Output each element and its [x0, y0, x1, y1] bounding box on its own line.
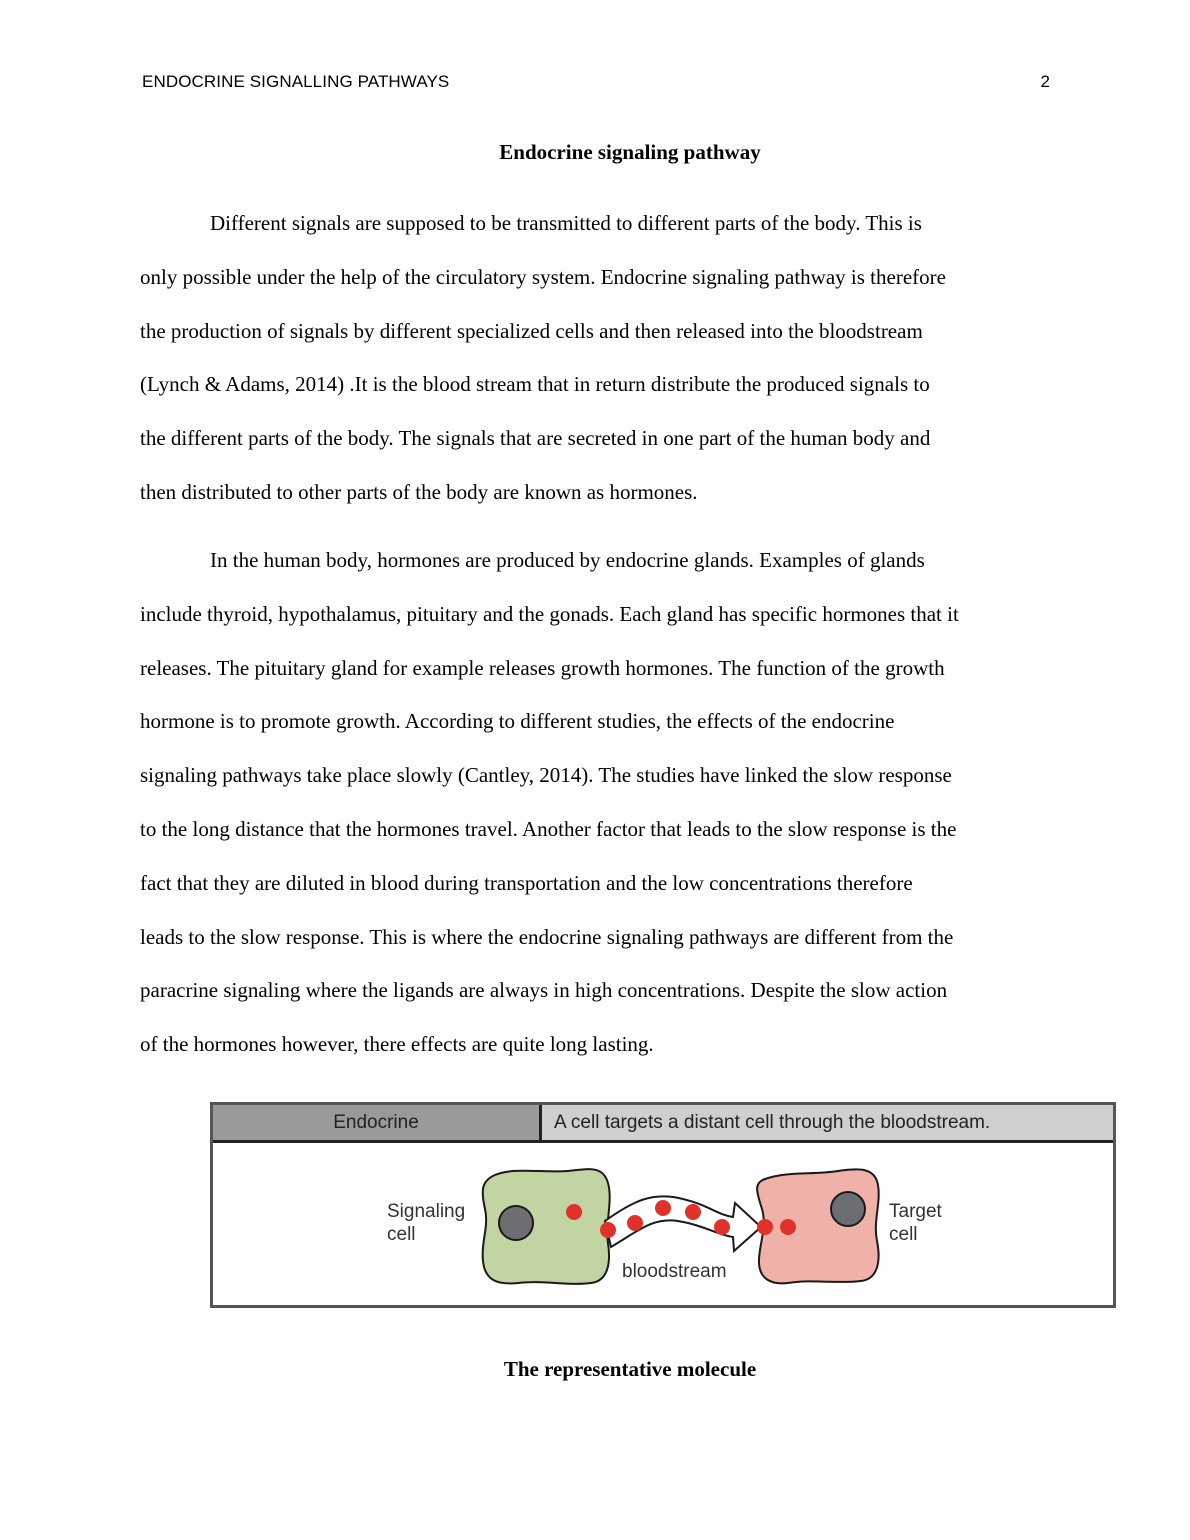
hormone-molecule — [685, 1204, 701, 1220]
target-cell-label: cell — [889, 1224, 918, 1245]
document-title: Endocrine signaling pathway — [499, 140, 761, 164]
section-heading: The representative molecule — [503, 1357, 757, 1381]
paragraph-line: (Lynch & Adams, 2014) .It is the blood stream that in return distribute the produced signals to — [140, 372, 930, 397]
hormone-molecule — [627, 1215, 643, 1231]
paragraph-line: of the hormones however, there effects are quite long lasting. — [140, 1032, 654, 1057]
paragraph-line: paracrine signaling where the ligands are always in high concentrations. Despite the slow action — [140, 978, 948, 1003]
paragraph-line: to the long distance that the hormones travel. Another factor that leads to the slow response is the — [140, 816, 957, 841]
figure-header-label: Endocrine — [213, 1105, 542, 1140]
hormone-molecule — [714, 1219, 730, 1235]
target-cell-label: Target — [889, 1201, 942, 1222]
page-number: 2 — [1040, 72, 1050, 91]
running-head: ENDOCRINE SIGNALLING PATHWAYS — [142, 72, 450, 91]
figure-header-description: A cell targets a distant cell through the bloodstream. — [542, 1105, 1113, 1140]
endocrine-diagram — [213, 1143, 1113, 1305]
signaling-cell-nucleus — [499, 1206, 533, 1240]
paragraph-line: Different signals are supposed to be transmitted to different parts of the body. This is — [210, 211, 922, 235]
paragraph-line: then distributed to other parts of the body are known as hormones. — [140, 479, 698, 504]
target-cell-nucleus — [831, 1192, 865, 1226]
paragraph-line: include thyroid, hypothalamus, pituitary and the gonads. Each gland has specific hormones that it — [140, 601, 959, 626]
bloodstream-label: bloodstream — [622, 1261, 727, 1282]
target-cell — [757, 1169, 879, 1283]
paragraph-line: hormone is to promote growth. According to different studies, the effects of the endocrine — [140, 709, 895, 734]
paragraph-line: In the human body, hormones are produced by endocrine glands. Examples of glands — [210, 548, 925, 572]
endocrine-figure — [210, 1102, 1116, 1308]
hormone-molecule — [780, 1219, 796, 1235]
paragraph-1 — [140, 197, 1052, 520]
hormone-molecule — [600, 1222, 616, 1238]
paragraph-line: signaling pathways take place slowly (Cantley, 2014). The studies have linked the slow response — [140, 763, 952, 788]
paragraph-line: the production of signals by different specialized cells and then released into the bloodstream — [140, 318, 923, 343]
signaling-cell-label: Signaling — [387, 1201, 466, 1222]
paragraph-line: fact that they are diluted in blood during transportation and the low concentrations therefore — [140, 870, 913, 895]
figure-header — [213, 1105, 1113, 1143]
paragraph-line: releases. The pituitary gland for example releases growth hormones. The function of the growth — [140, 655, 945, 680]
paragraph-line: leads to the slow response. This is where the endocrine signaling pathways are different from the — [140, 924, 954, 949]
hormone-molecule — [566, 1204, 582, 1220]
signaling-cell-label: cell — [387, 1224, 416, 1245]
paragraph-line: only possible under the help of the circulatory system. Endocrine signaling pathway is therefore — [140, 264, 946, 289]
hormone-molecule — [757, 1219, 773, 1235]
paragraph-line: the different parts of the body. The signals that are secreted in one part of the human body and — [140, 426, 931, 451]
paragraph-2 — [140, 534, 1052, 1072]
hormone-molecule — [655, 1200, 671, 1216]
